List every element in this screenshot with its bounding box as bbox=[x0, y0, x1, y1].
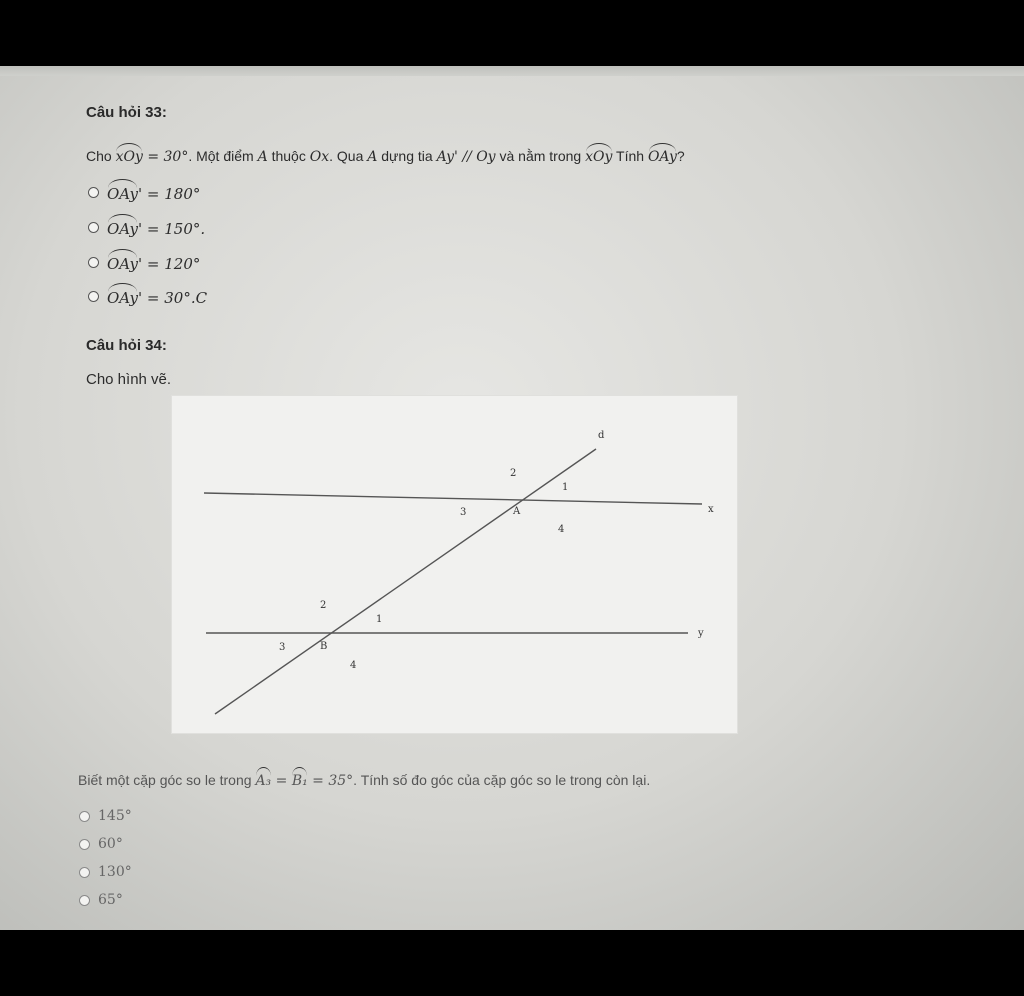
q34-option-1[interactable] bbox=[79, 808, 132, 824]
prompt-mid: . Một điểm bbox=[188, 148, 258, 164]
question-34-intro: Cho hình vẽ. bbox=[86, 371, 172, 388]
option-value: ' = 30°.C bbox=[138, 289, 208, 307]
prompt-inside: và nằm trong bbox=[495, 148, 586, 164]
line-d bbox=[215, 449, 596, 714]
angle-OAy: OAy bbox=[107, 182, 138, 203]
q33-option-4[interactable] bbox=[88, 286, 207, 307]
screen bbox=[0, 66, 1024, 930]
angle-xOy-2: xOy bbox=[585, 146, 612, 165]
q34-option-4[interactable] bbox=[79, 892, 123, 908]
ray-Ox: Ox bbox=[309, 149, 330, 165]
option-value: ' = 150°. bbox=[138, 220, 206, 238]
radio-button[interactable] bbox=[88, 187, 99, 198]
label-b2: 2 bbox=[320, 600, 327, 611]
angle-xOy: xOy bbox=[116, 146, 143, 165]
eq-35: = 35° bbox=[307, 773, 354, 789]
option-value: ' = 180° bbox=[138, 185, 201, 203]
question-33-prompt bbox=[86, 146, 685, 165]
q33-option-3[interactable] bbox=[88, 252, 200, 273]
q33-option-1[interactable] bbox=[88, 182, 200, 203]
radio-button[interactable] bbox=[79, 839, 90, 850]
label-b4: 4 bbox=[350, 660, 357, 671]
prompt-belongs: thuộc bbox=[267, 148, 310, 164]
label-b3: 3 bbox=[279, 642, 286, 653]
geometry-figure bbox=[171, 395, 738, 734]
statement-prefix: Biết một cặp góc so le trong bbox=[78, 772, 256, 788]
line-x bbox=[204, 493, 702, 504]
option-label: 145° bbox=[98, 808, 132, 824]
prompt-prefix: Cho bbox=[86, 148, 116, 164]
radio-button[interactable] bbox=[79, 867, 90, 878]
prompt-through: . Qua bbox=[329, 148, 368, 164]
eq-30: = 30° bbox=[142, 149, 189, 165]
angle-B1: B₁ bbox=[292, 770, 308, 789]
prompt-qmark: ? bbox=[676, 148, 685, 164]
label-x: x bbox=[708, 504, 714, 515]
option-label bbox=[107, 217, 205, 238]
point-A-2: A bbox=[367, 149, 378, 165]
label-d: d bbox=[598, 430, 605, 441]
radio-button[interactable] bbox=[79, 811, 90, 822]
ray-parallel: Ay' // Oy bbox=[436, 149, 496, 165]
angle-OAy: OAy bbox=[107, 286, 138, 307]
angle-OAy: OAy bbox=[648, 146, 677, 165]
quiz-content bbox=[0, 66, 1024, 930]
label-a1: 1 bbox=[562, 482, 569, 493]
label-b1: 1 bbox=[376, 614, 383, 625]
option-label bbox=[107, 286, 207, 307]
option-label: 130° bbox=[98, 864, 132, 880]
label-y: y bbox=[698, 628, 704, 639]
radio-button[interactable] bbox=[88, 291, 99, 302]
q33-option-2[interactable] bbox=[88, 217, 205, 238]
option-label bbox=[107, 182, 200, 203]
radio-button[interactable] bbox=[79, 895, 90, 906]
label-a2: 2 bbox=[510, 468, 517, 479]
label-A: A bbox=[513, 506, 521, 517]
prompt-find: Tính bbox=[612, 148, 648, 164]
q34-option-3[interactable] bbox=[79, 864, 132, 880]
question-34-statement bbox=[78, 770, 650, 789]
radio-button[interactable] bbox=[88, 222, 99, 233]
statement-suffix: . Tính số đo góc của cặp góc so le trong còn lại. bbox=[353, 772, 651, 788]
question-34-title: Câu hỏi 34: bbox=[86, 337, 167, 354]
question-33-title: Câu hỏi 33: bbox=[86, 104, 167, 121]
angle-A3: A₃ bbox=[255, 770, 271, 789]
option-label: 60° bbox=[98, 836, 123, 852]
option-value: ' = 120° bbox=[138, 255, 201, 273]
radio-button[interactable] bbox=[88, 257, 99, 268]
label-B: B bbox=[320, 641, 328, 652]
angle-OAy: OAy bbox=[107, 217, 138, 238]
option-label: 65° bbox=[98, 892, 123, 908]
label-a4: 4 bbox=[558, 524, 565, 535]
point-A: A bbox=[257, 149, 268, 165]
eq-sign: = bbox=[271, 773, 292, 789]
angle-OAy: OAy bbox=[107, 252, 138, 273]
label-a3: 3 bbox=[460, 507, 467, 518]
prompt-construct: dựng tia bbox=[377, 148, 437, 164]
figure-svg bbox=[172, 396, 737, 733]
option-label bbox=[107, 252, 200, 273]
q34-option-2[interactable] bbox=[79, 836, 123, 852]
